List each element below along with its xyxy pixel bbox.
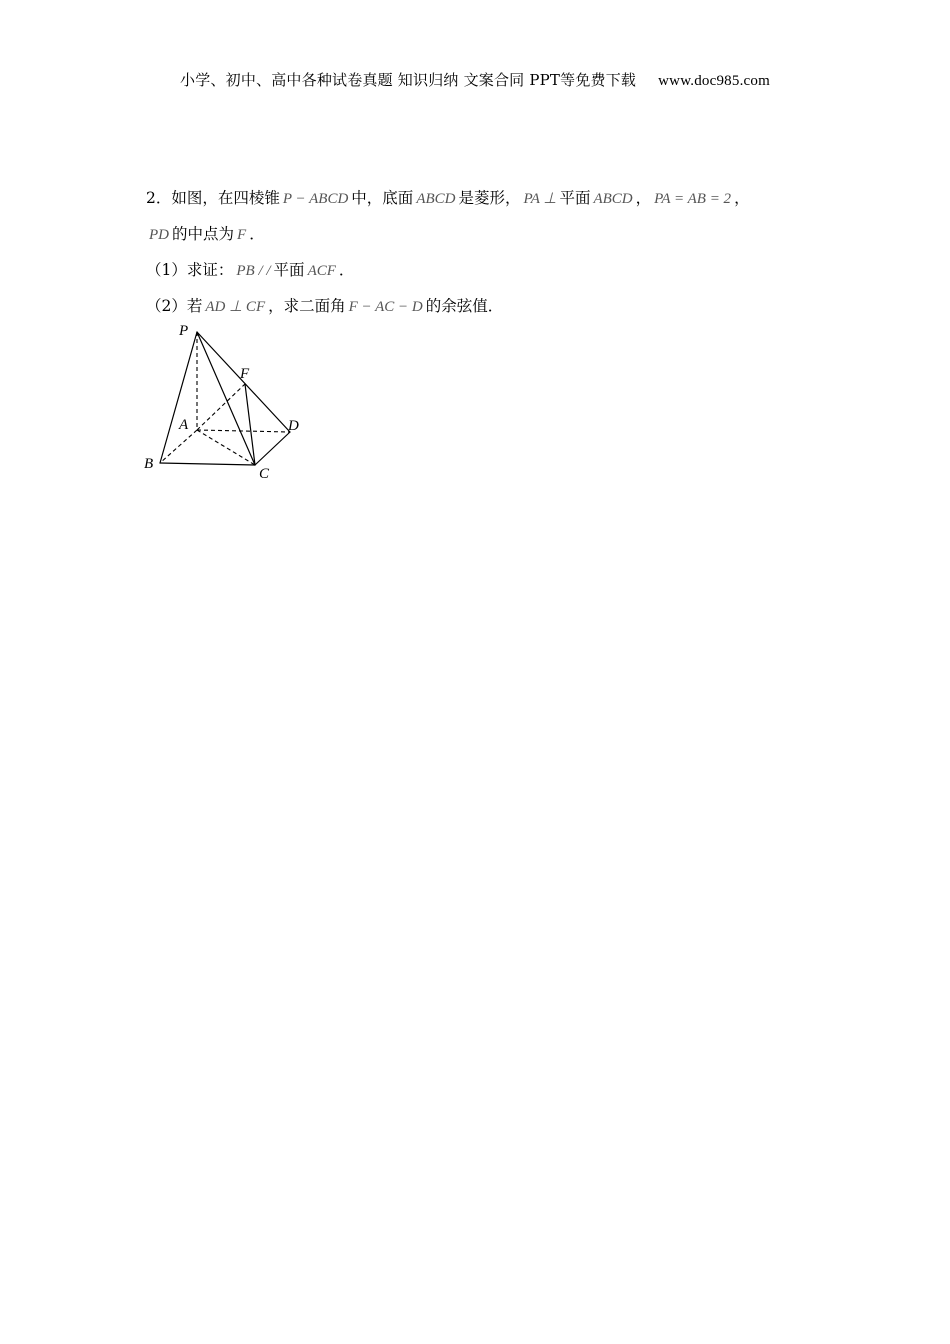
text-segment: ， [734,189,750,207]
segment-af [197,384,245,430]
problem-number: 2． [146,189,172,207]
question-label: （2）若 [146,297,203,315]
header-site: www.doc985.com [658,73,770,89]
problem-line-2 [146,216,826,252]
label-d: D [288,418,299,434]
text-segment: 的余弦值． [425,297,504,315]
math-acf: ACF [307,263,336,279]
text-segment: ，求二面角 [268,297,346,315]
page-header [0,69,950,90]
text-segment: ． [249,225,265,243]
math-base: ABCD [416,191,456,207]
edge-ad [197,430,290,432]
math-ad-perp-cf: AD ⊥ CF [205,299,266,315]
math-dihedral: F − AC − D [348,299,423,315]
text-segment: 中，底面 [351,189,414,207]
math-pd: PD [149,227,169,243]
edge-bc [160,463,255,465]
label-p: P [179,323,189,339]
problem-2 [146,180,826,324]
math-f: F [237,227,247,243]
text-segment: 平面 [559,189,591,207]
question-label: （1）求证： [146,261,234,279]
label-a: A [179,417,189,433]
text-segment: 的中点为 [172,225,235,243]
math-pa-perp: PA ⊥ [523,191,557,207]
header-text: 小学、初中、高中各种试卷真题 知识归纳 文案合同 PPT等免费下载 [180,71,637,89]
edge-pb [160,332,197,463]
math-equality: PA = AB = 2 [654,191,732,207]
edge-ab [160,430,197,463]
edge-cd [255,432,290,465]
math-pb-parallel: PB / / [236,263,271,279]
segment-ac [197,430,255,465]
pyramid-figure [135,318,315,486]
pyramid-diagram [135,318,315,486]
text-segment: 平面 [273,261,305,279]
edge-pd [197,332,290,432]
math-plane: ABCD [593,191,633,207]
text-segment: ． [338,261,355,279]
label-b: B [144,456,154,472]
text-segment: ， [635,189,652,207]
problem-line-1 [146,180,826,216]
label-f: F [240,366,250,382]
label-c: C [259,466,270,482]
math-pyramid: P − ABCD [282,191,349,207]
question-1 [146,252,826,288]
text-segment: 如图，在四棱锥 [171,189,280,207]
text-segment: 是菱形， [458,189,521,207]
